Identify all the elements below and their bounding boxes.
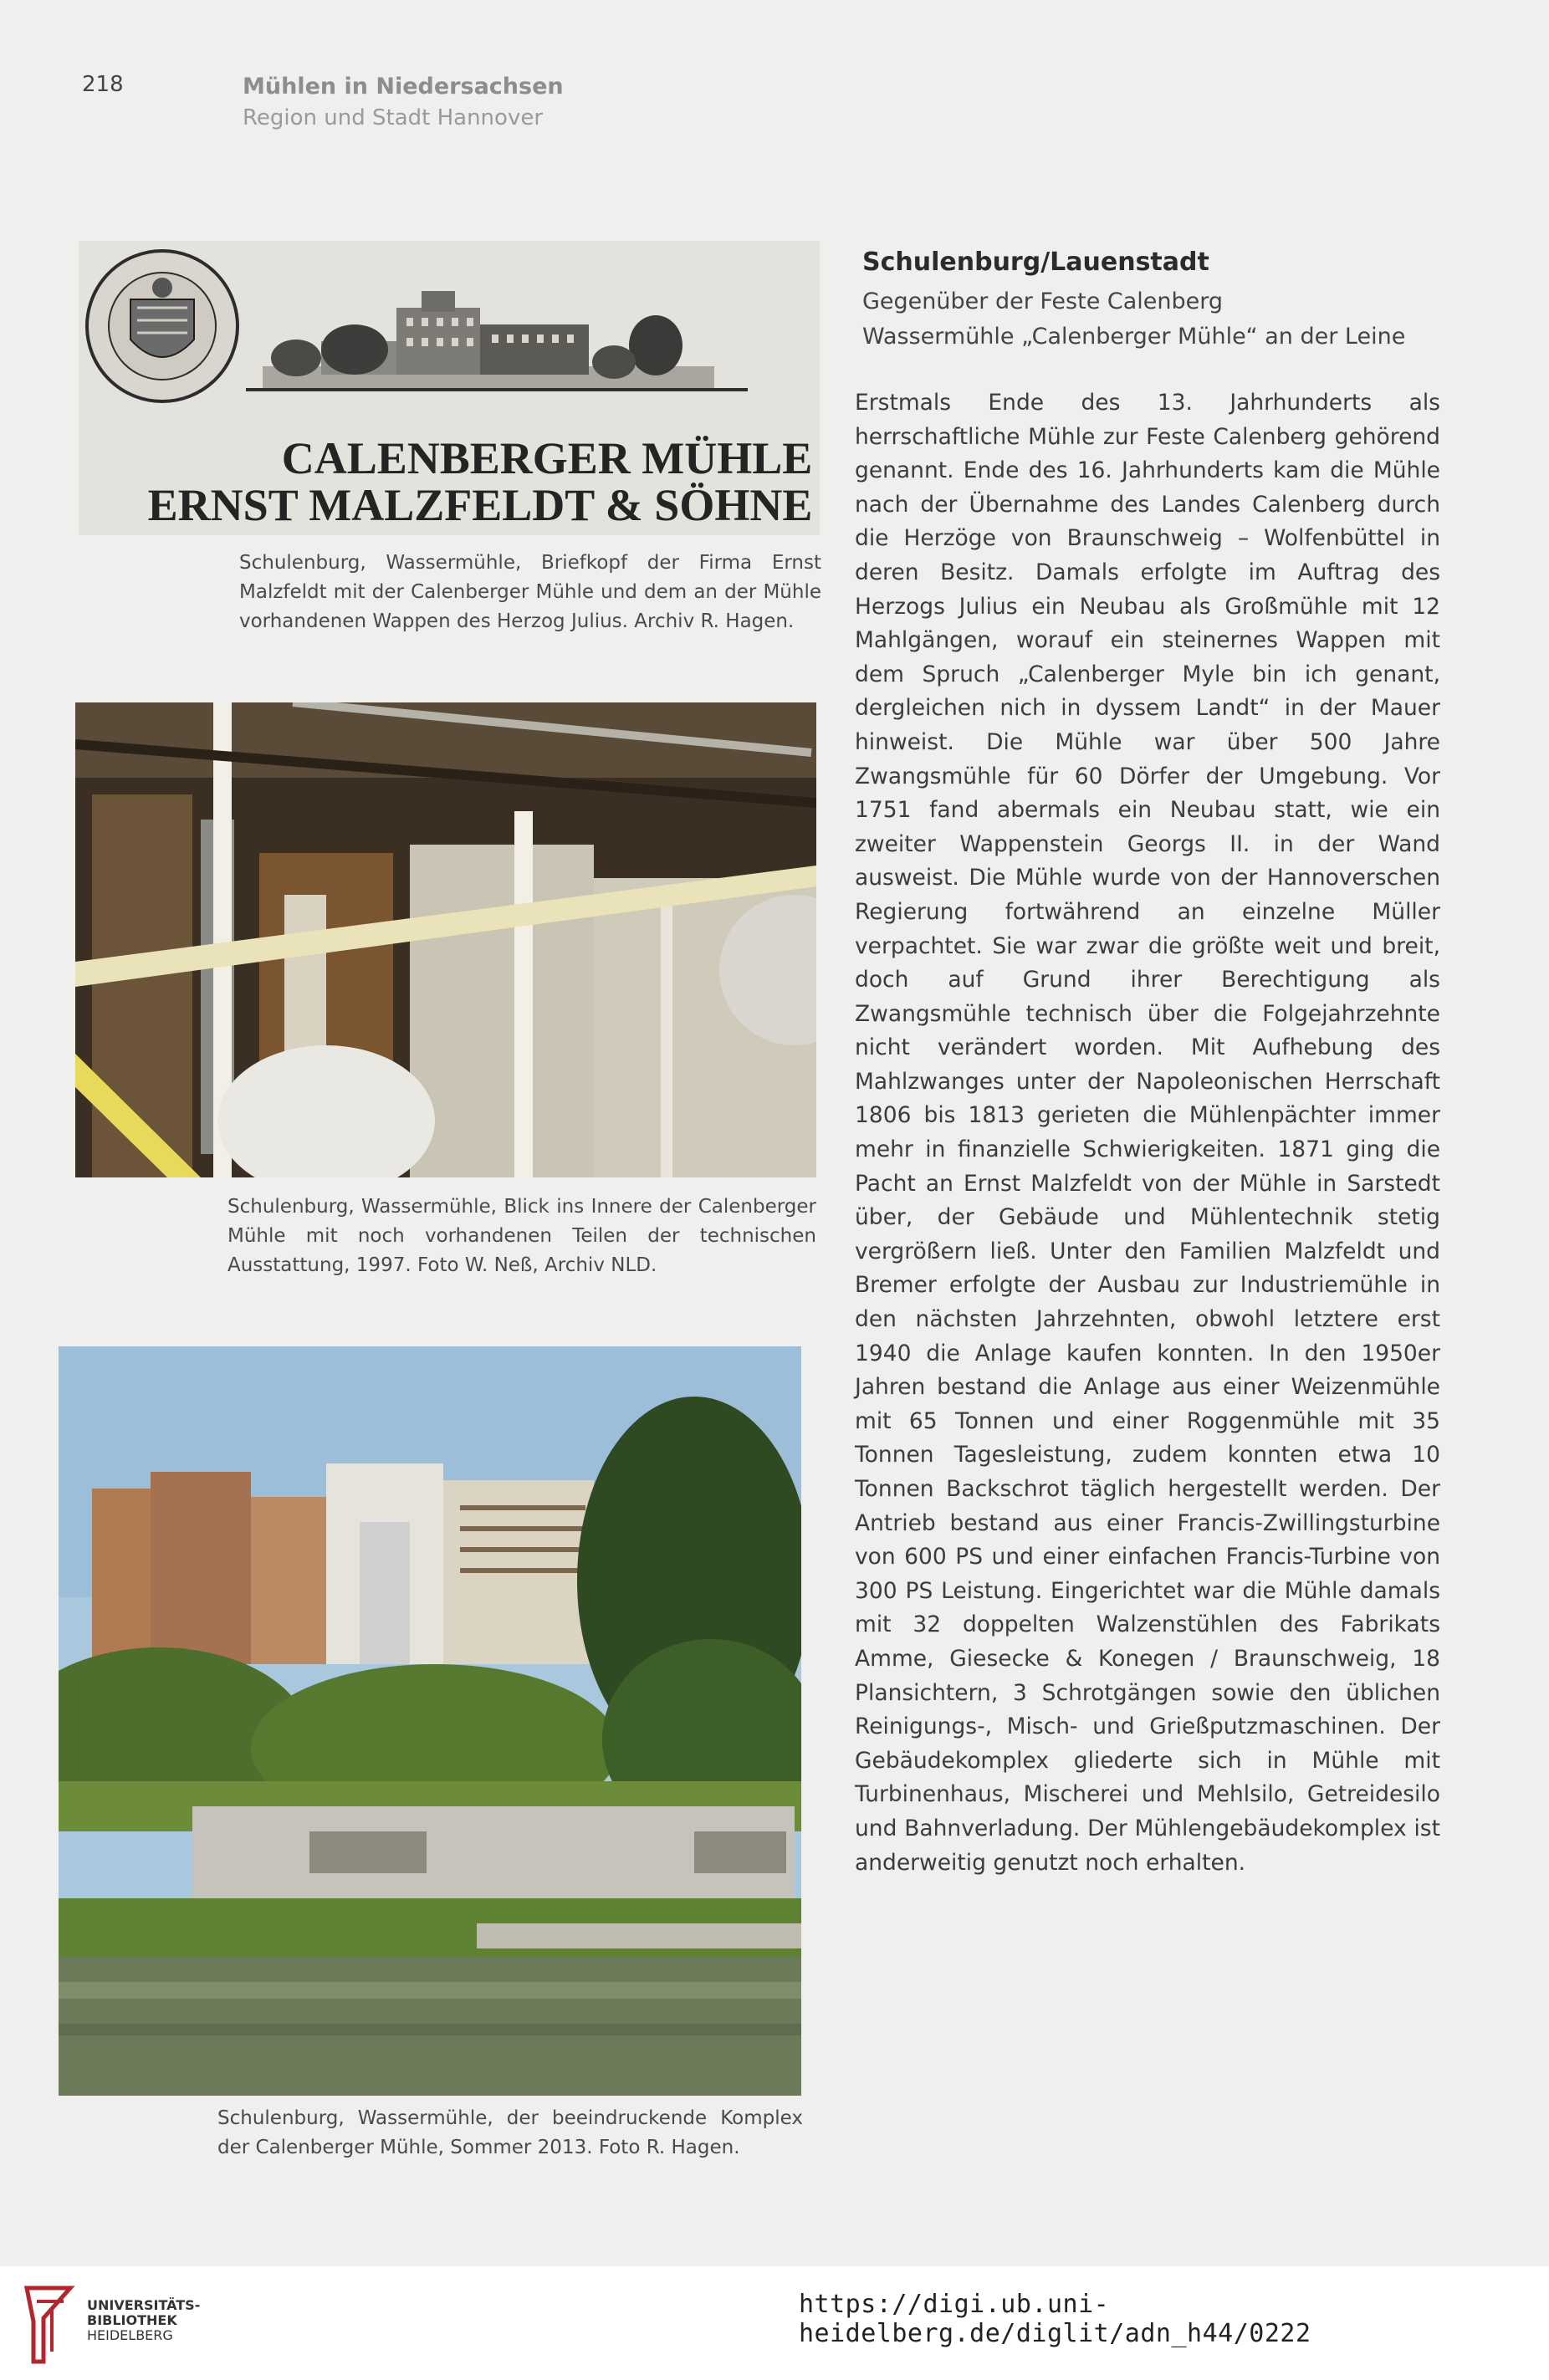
article-subtitle-2: Wassermühle „Calenberger Mühle“ an der Leine — [862, 324, 1406, 350]
library-name-line-2: BIBLIOTHEK — [87, 2312, 177, 2328]
page-number: 218 — [82, 72, 124, 97]
caption-interior: Schulenburg, Wassermühle, Blick ins Innere der Calenberger Mühle mit noch vorhandenen Teilen der technischen Ausstattung, 1997. Foto W. Neß, Archiv NLD. — [227, 1196, 816, 1276]
running-subtitle: Region und Stadt Hannover — [243, 105, 544, 130]
coat-of-arms-seal — [87, 251, 238, 401]
article-subtitle — [862, 284, 1405, 355]
running-title: Mühlen in Niedersachsen — [243, 74, 564, 100]
article-body: Erstmals Ende des 13. Jahrhunderts als herrschaftliche Mühle zur Feste Calenberg gehörend genannt. Ende des 16. Jahrhunderts kam die Mühle nach der Übernahme des Landes Calenberg durch die Herzöge von Braunschweig – Wolfenbüttel in deren Besitz. Damals erfolgte im Auftrag des Herzogs Julius ein Neubau als Großmühle mit 12 Mahlgängen, worauf ein steinernes Wappen mit dem Spruch „Calenberger Myle bin ich genant, dergleichen nich in dyssem Landt“ in der Mauer hinweist. Die Mühle war über 500 Jahre Zwangsmühle für 60 Dörfer der Umgebung. Vor 1751 fand abermals ein Neubau statt, wie ein zweiter Wappenstein Georgs II. in der Wand ausweist. Die Mühle wurde von der Hannoverschen Regierung fortwährend an einzelne Müller verpachtet. Sie war zwar die größte weit und breit, doch auf Grund ihrer Berechtigung als Zwangsmühle technisch über die Folgejahrzehnte nicht verändert worden. Mit Aufhebung des Mahlzwanges unter der Napoleonischen Herrschaft 1806 bis 1813 gerieten die Mühlenpächter immer mehr in finanzielle Schwierigkeiten. 1871 ging die Pacht an Ernst Malzfeldt von der Mühle in Sarstedt über, der Gebäude und Mühlentechnik stetig vergrößern ließ. Unter den Familien Malzfeldt und Bremer erfolgte der Ausbau zur Industriemühle in den nächsten Jahrzehnten, obwohl letztere erst 1940 die Anlage kaufen konnten. In den 1950er Jahren bestand die Anlage aus einer Weizenmühle mit 65 Tonnen und einer Roggenmühle mit 35 Tonnen Tagesleistung, zudem konnten etwa 10 Tonnen Backschrot täglich hergestellt werden. Der Antrieb bestand aus einer Francis-Zwillingsturbine von 600 PS und einer einfachen Francis-Turbine von 300 PS Leistung. Eingerichtet war die Mühle damals mit 32 doppelten Walzenstühlen des Fabrikats Amme, Giesecke & Konegen / Braunschweig, 18 Plansichtern, 3 Schrotgängen sowie den üblichen Reinigungs-, Misch- und Grießputzmaschinen. Der Gebäudekomplex gliederte sich in Mühle mit Turbinenhaus, Mischerei und Mehlsilo, Getreidesilo und Bahnverladung. Der Mühlengebäudekomplex ist anderweitig genutzt noch erhalten. — [855, 390, 1440, 1876]
article-subtitle-1: Gegenüber der Feste Calenberg — [862, 289, 1224, 314]
library-name-line-1: UNIVERSITÄTS- — [87, 2297, 201, 2313]
caption-letterhead: Schulenburg, Wassermühle, Briefkopf der Firma Ernst Malzfeldt mit der Calenberger Mühle und dem an der Mühle vorhandenen Wappen des Herzog Julius. Archiv R. Hagen. — [239, 552, 821, 632]
mill-interior-photo — [75, 702, 816, 1177]
library-name — [87, 2298, 200, 2343]
mill-exterior-photo — [59, 1346, 801, 2096]
letterhead-image — [79, 241, 820, 535]
letterhead-line-1: CALENBERGER MÜHLE — [281, 433, 813, 483]
article-title: Schulenburg/Lauenstadt — [862, 248, 1209, 277]
letterhead-line-2: ERNST MALZFELDT & SÖHNE — [147, 480, 813, 530]
caption-exterior: Schulenburg, Wassermühle, der beeindruckende Komplex der Calenberger Mühle, Sommer 2013. Foto R. Hagen. — [217, 2107, 803, 2158]
library-name-line-3: HEIDELBERG — [87, 2327, 173, 2343]
source-url-link[interactable]: https://digi.ub.uni-heidelberg.de/diglit/adn_h44/0222 — [799, 2290, 1311, 2348]
library-logo-icon — [18, 2285, 79, 2365]
